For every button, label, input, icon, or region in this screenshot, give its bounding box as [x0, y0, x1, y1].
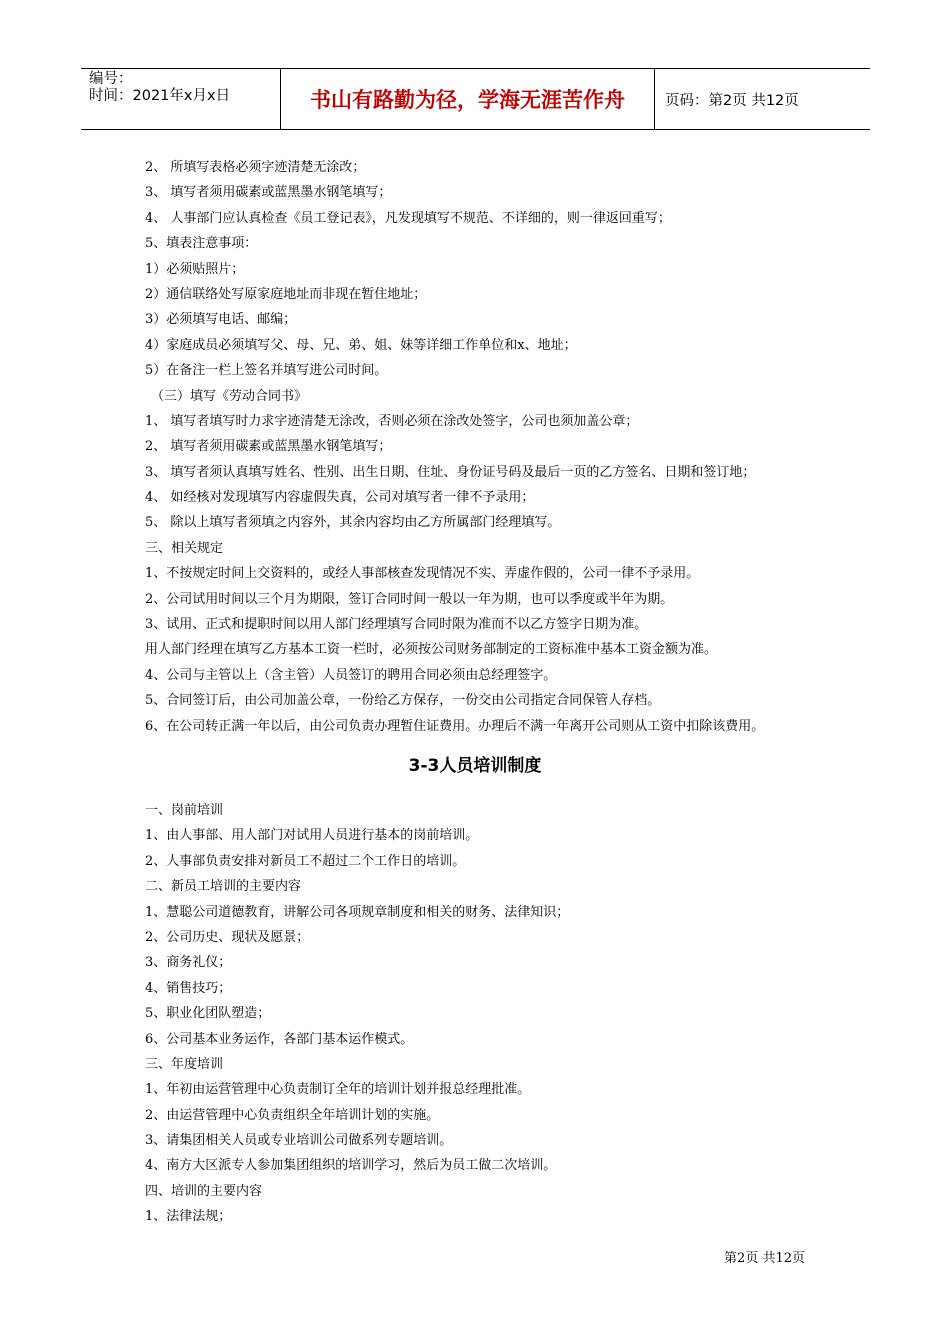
subsection-heading: 四、培训的主要内容 [145, 1183, 263, 1199]
body-text-part-1 [145, 155, 845, 739]
page-footer: 第2页 共12页 [724, 1251, 805, 1266]
header-motto: 书山有路勤为径，学海无涯苦作舟 [281, 69, 655, 129]
body-line: 1、 填写者填写时力求字迹清楚无涂改，否则必须在涂改处签字，公司也须加盖公章； [145, 413, 639, 429]
body-line: 1、慧聪公司道德教育，讲解公司各项规章制度和相关的财务、法律知识； [145, 904, 570, 920]
body-line: 4）家庭成员必须填写父、母、兄、弟、姐、妹等详细工作单位和x、地址； [145, 337, 577, 353]
body-line: 2、 填写者须用碳素或蓝黑墨水钢笔填写； [145, 439, 392, 455]
body-line: 1）必须贴照片； [145, 261, 245, 277]
body-line: 5）在备注一栏上签名并填写进公司时间。 [145, 363, 388, 379]
body-line: 4、南方大区派专人参加集团组织的培训学习，然后为员工做二次培训。 [145, 1158, 557, 1174]
section-title: 3-3人员培训制度 [408, 756, 542, 776]
body-line: 6、在公司转正满一年以后，由公司负责办理暂住证费用。办理后不满一年离开公司则从工资中扣除该费用。 [145, 718, 765, 734]
document-time: 时间：2021年x月x日 [89, 88, 231, 104]
body-line: 2、人事部负责安排对新员工不超过二个工作日的培训。 [145, 853, 466, 869]
body-line: 1、法律法规； [145, 1209, 232, 1225]
body-line: 4、 人事部门应认真检查《员工登记表》，凡发现填写不规范、不详细的，则一律返回重写； [145, 210, 671, 226]
body-line: 用人部门经理在填写乙方基本工资一栏时，必须按公司财务部制定的工资标准中基本工资金额为准。 [145, 642, 718, 658]
body-line: 1、不按规定时间上交资料的，或经人事部核查发现情况不实、弄虚作假的，公司一律不予录用。 [145, 566, 700, 582]
body-line: 4、销售技巧； [145, 980, 232, 996]
body-line: 5、合同签订后，由公司加盖公章，一份给乙方保存，一份交由公司指定合同保管人存档。 [145, 693, 661, 709]
body-line: 3）必须填写电话、邮编； [145, 312, 297, 328]
body-line: 3、 填写者须认真填写姓名、性别、出生日期、住址、身份证号码及最后一页的乙方签名、日期和签订地； [145, 464, 756, 480]
body-line: 2、公司历史、现状及愿景； [145, 929, 310, 945]
body-line: 3、商务礼仪； [145, 955, 232, 971]
body-line: 3、试用、正式和提职时间以用人部门经理填写合同时限为准而不以乙方签字日期为准。 [145, 617, 648, 633]
body-line: 2、由运营管理中心负责组织全年培训计划的实施。 [145, 1107, 440, 1123]
body-line: 3、请集团相关人员或专业培训公司做系列专题培训。 [145, 1133, 453, 1149]
body-line: 4、公司与主管以上（含主管）人员签订的聘用合同必须由总经理签字。 [145, 667, 557, 683]
body-line: 5、 除以上填写者须填之内容外，其余内容均由乙方所属部门经理填写。 [145, 515, 561, 531]
body-line: 2）通信联络处写原家庭地址而非现在暂住地址； [145, 286, 427, 302]
body-line: 6、公司基本业务运作，各部门基本运作模式。 [145, 1031, 414, 1047]
body-line: 5、填表注意事项： [145, 236, 258, 252]
body-line: 1、年初由运营管理中心负责制订全年的培训计划并报总经理批准。 [145, 1082, 531, 1098]
header-page-number: 页码：第2页 共12页 [665, 92, 799, 109]
document-number-label: 编号： [89, 71, 133, 87]
body-line: 2、公司试用时间以三个月为期限，签订合同时间一般以一年为期，也可以季度或半年为期。 [145, 591, 674, 607]
body-line: 2、 所填写表格必须字迹清楚无涂改； [145, 160, 366, 175]
subsection-heading: （三）填写《劳动合同书》 [151, 388, 308, 404]
subsection-heading: 三、年度培训 [145, 1056, 224, 1072]
subsection-heading: 二、新员工培训的主要内容 [145, 879, 302, 895]
header-meta [81, 69, 281, 129]
body-line: 4、 如经核对发现填写内容虚假失真，公司对填写者一律不予录用； [145, 490, 535, 506]
body-text-part-2 [145, 798, 845, 1230]
subsection-heading: 一、岗前培训 [145, 803, 224, 818]
body-line: 5、职业化团队塑造； [145, 1006, 271, 1022]
body-line: 1、由人事部、用人部门对试用人员进行基本的岗前培训。 [145, 828, 479, 844]
subsection-heading: 三、相关规定 [145, 540, 224, 556]
body-line: 3、 填写者须用碳素或蓝黑墨水钢笔填写； [145, 185, 392, 201]
page-header [81, 68, 870, 130]
